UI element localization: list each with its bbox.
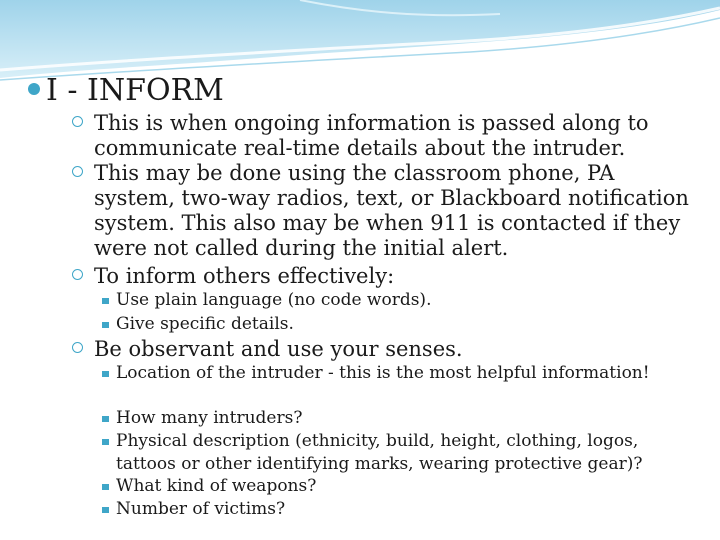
sub-bullet-item: Physical description (ethnicity, build, height, clothing, logos, tattoos or other identifying marks, wearing protective gear)?	[108, 430, 676, 475]
circle-bullet-icon	[72, 116, 83, 127]
bullet-item: This may be done using the classroom phone, PA system, two-way radios, text, or Blackboard notification system. This also may be when 911 is contacted if they were not called during the initial alert.	[72, 161, 694, 261]
sub-bullet-item: Use plain language (no code words).	[108, 289, 676, 312]
bullet-item: Be observant and use your senses.	[72, 337, 694, 362]
heading-bullet-icon	[28, 83, 40, 95]
square-bullet-icon	[102, 322, 109, 328]
square-bullet-icon	[102, 507, 109, 513]
sub-bullet-item: Give specific details.	[108, 313, 676, 336]
circle-bullet-icon	[72, 342, 83, 353]
sub-bullet-item: Number of victims?	[108, 498, 676, 521]
sub-bullet-item: How many intruders?	[108, 407, 676, 430]
bullet-item: This is when ongoing information is passed along to communicate real-time details about the intruder.	[72, 111, 694, 161]
sub-bullet-item: Location of the intruder - this is the most helpful information!	[108, 362, 676, 385]
square-bullet-icon	[102, 439, 109, 445]
sub-bullet-item: What kind of weapons?	[108, 475, 676, 498]
square-bullet-icon	[102, 371, 109, 377]
square-bullet-icon	[102, 416, 109, 422]
circle-bullet-icon	[72, 269, 83, 280]
square-bullet-icon	[102, 484, 109, 490]
slide-heading: I - INFORM	[28, 72, 224, 110]
circle-bullet-icon	[72, 166, 83, 177]
square-bullet-icon	[102, 298, 109, 304]
bullet-item: To inform others effectively:	[72, 264, 694, 289]
